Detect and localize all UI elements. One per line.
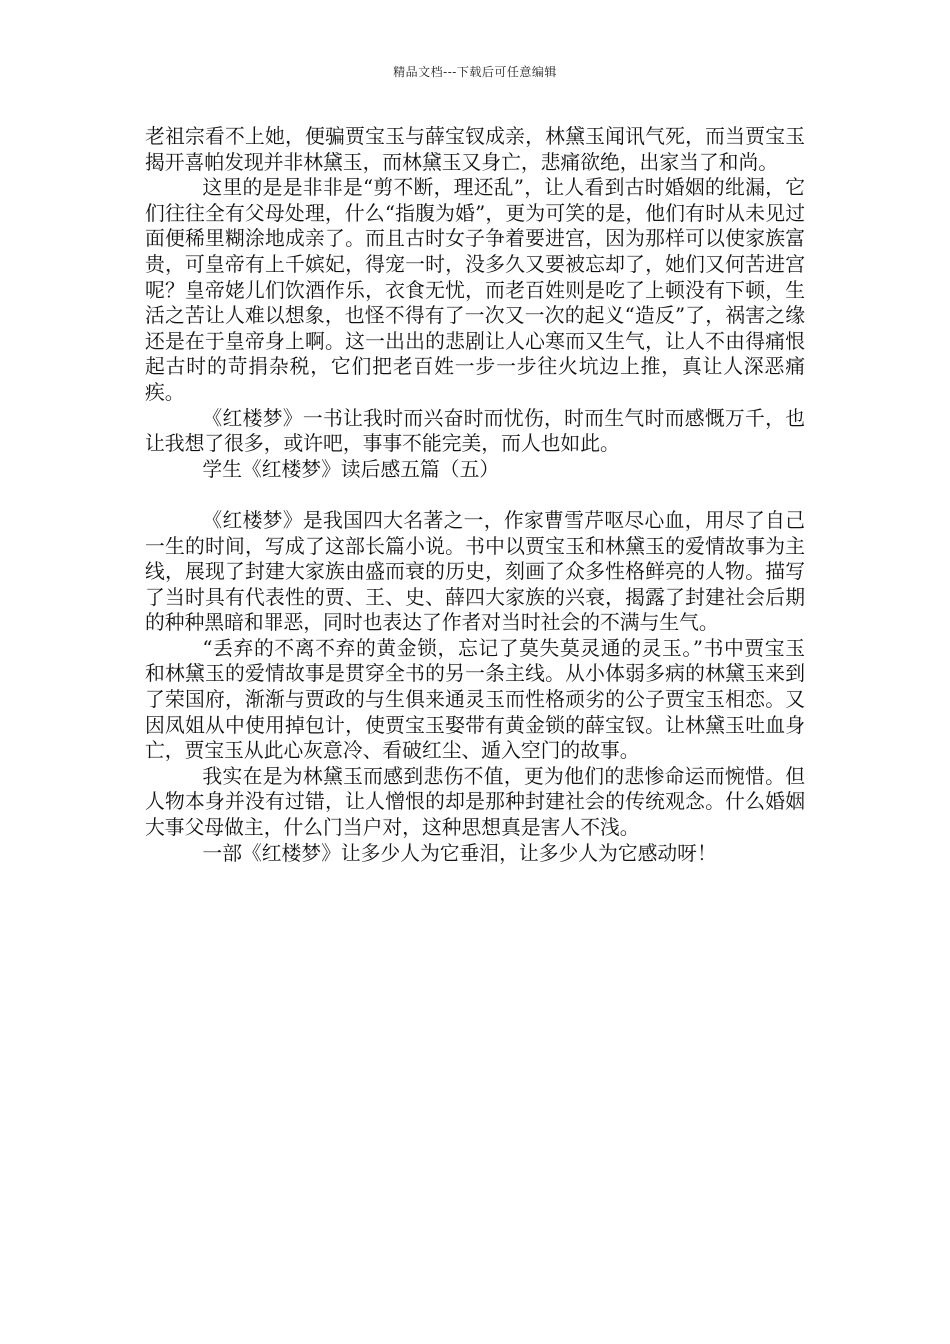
- document-body: [145, 124, 805, 866]
- paragraph: 《红楼梦》一书让我时而兴奋时而忧伤，时而生气时而感慨万千，也让我想了很多，或许吧，事事不能完美，而人也如此。: [145, 406, 805, 456]
- paragraph: “丢弃的不离不弃的黄金锁，忘记了莫失莫灵通的灵玉。”书中贾宝玉和林黛玉的爱情故事是贯穿全书的另一条主线。从小体弱多病的林黛玉来到了荣国府，渐渐与贾政的与生俱来通灵玉而性格顽劣的公子贾宝玉相恋。又因凤姐从中使用掉包计，使贾宝玉娶带有黄金锁的薛宝钗。让林黛玉吐血身亡，贾宝玉从此心灰意冷、看破红尘、遁入空门的故事。: [145, 636, 805, 763]
- blank-line: [145, 482, 805, 508]
- paragraph: 我实在是为林黛玉而感到悲伤不值，更为他们的悲惨命运而惋惜。但人物本身并没有过错，让人憎恨的却是那种封建社会的传统观念。什么婚姻大事父母做主，什么门当户对，这种思想真是害人不浅。: [145, 764, 805, 840]
- paragraph-continuation: 老祖宗看不上她，便骗贾宝玉与薛宝钗成亲，林黛玉闻讯气死，而当贾宝玉揭开喜帕发现并非林黛玉，而林黛玉又身亡，悲痛欲绝，出家当了和尚。: [145, 125, 805, 174]
- paragraph: 一部《红楼梦》让多少人为它垂泪，让多少人为它感动呀！: [202, 841, 717, 865]
- page-header: 精品文档---下载后可任意编辑: [393, 65, 557, 79]
- paragraph: 《红楼梦》是我国四大名著之一，作家曹雪芹呕尽心血，用尽了自己一生的时间，写成了这部长篇小说。书中以贾宝玉和林黛玉的爱情故事为主线，展现了封建大家族由盛而衰的历史，刻画了众多性格鲜亮的人物。描写了当时具有代表性的贾、王、史、薛四大家族的兴衰，揭露了封建社会后期的种种黑暗和罪恶，同时也表达了作者对当时社会的不满与生气。: [145, 508, 805, 635]
- paragraph: 这里的是是非非是“剪不断，理还乱”，让人看到古时婚姻的纰漏，它们往往全有父母处理，什么“指腹为婚”，更为可笑的是，他们有时从未见过面便稀里糊涂地成亲了。而且古时女子争着要进宫，因为那样可以使家族富贵，可皇帝有上千嫔妃，得宠一时，没多久又要被忘却了，她们又何苦进宫呢？皇帝姥儿们饮酒作乐，衣食无忧，而老百姓则是吃了上顿没有下顿，生活之苦让人难以想象，也怪不得有了一次又一次的起义“造反”了，祸害之缘还是在于皇帝身上啊。这一出出的悲剧让人心寒而又生气，让人不由得痛恨起古时的苛捐杂税，它们把老百姓一步一步往火坑边上推，真让人深恶痛疾。: [145, 176, 805, 404]
- section-title: 学生《红楼梦》读后感五篇（五）: [202, 457, 500, 481]
